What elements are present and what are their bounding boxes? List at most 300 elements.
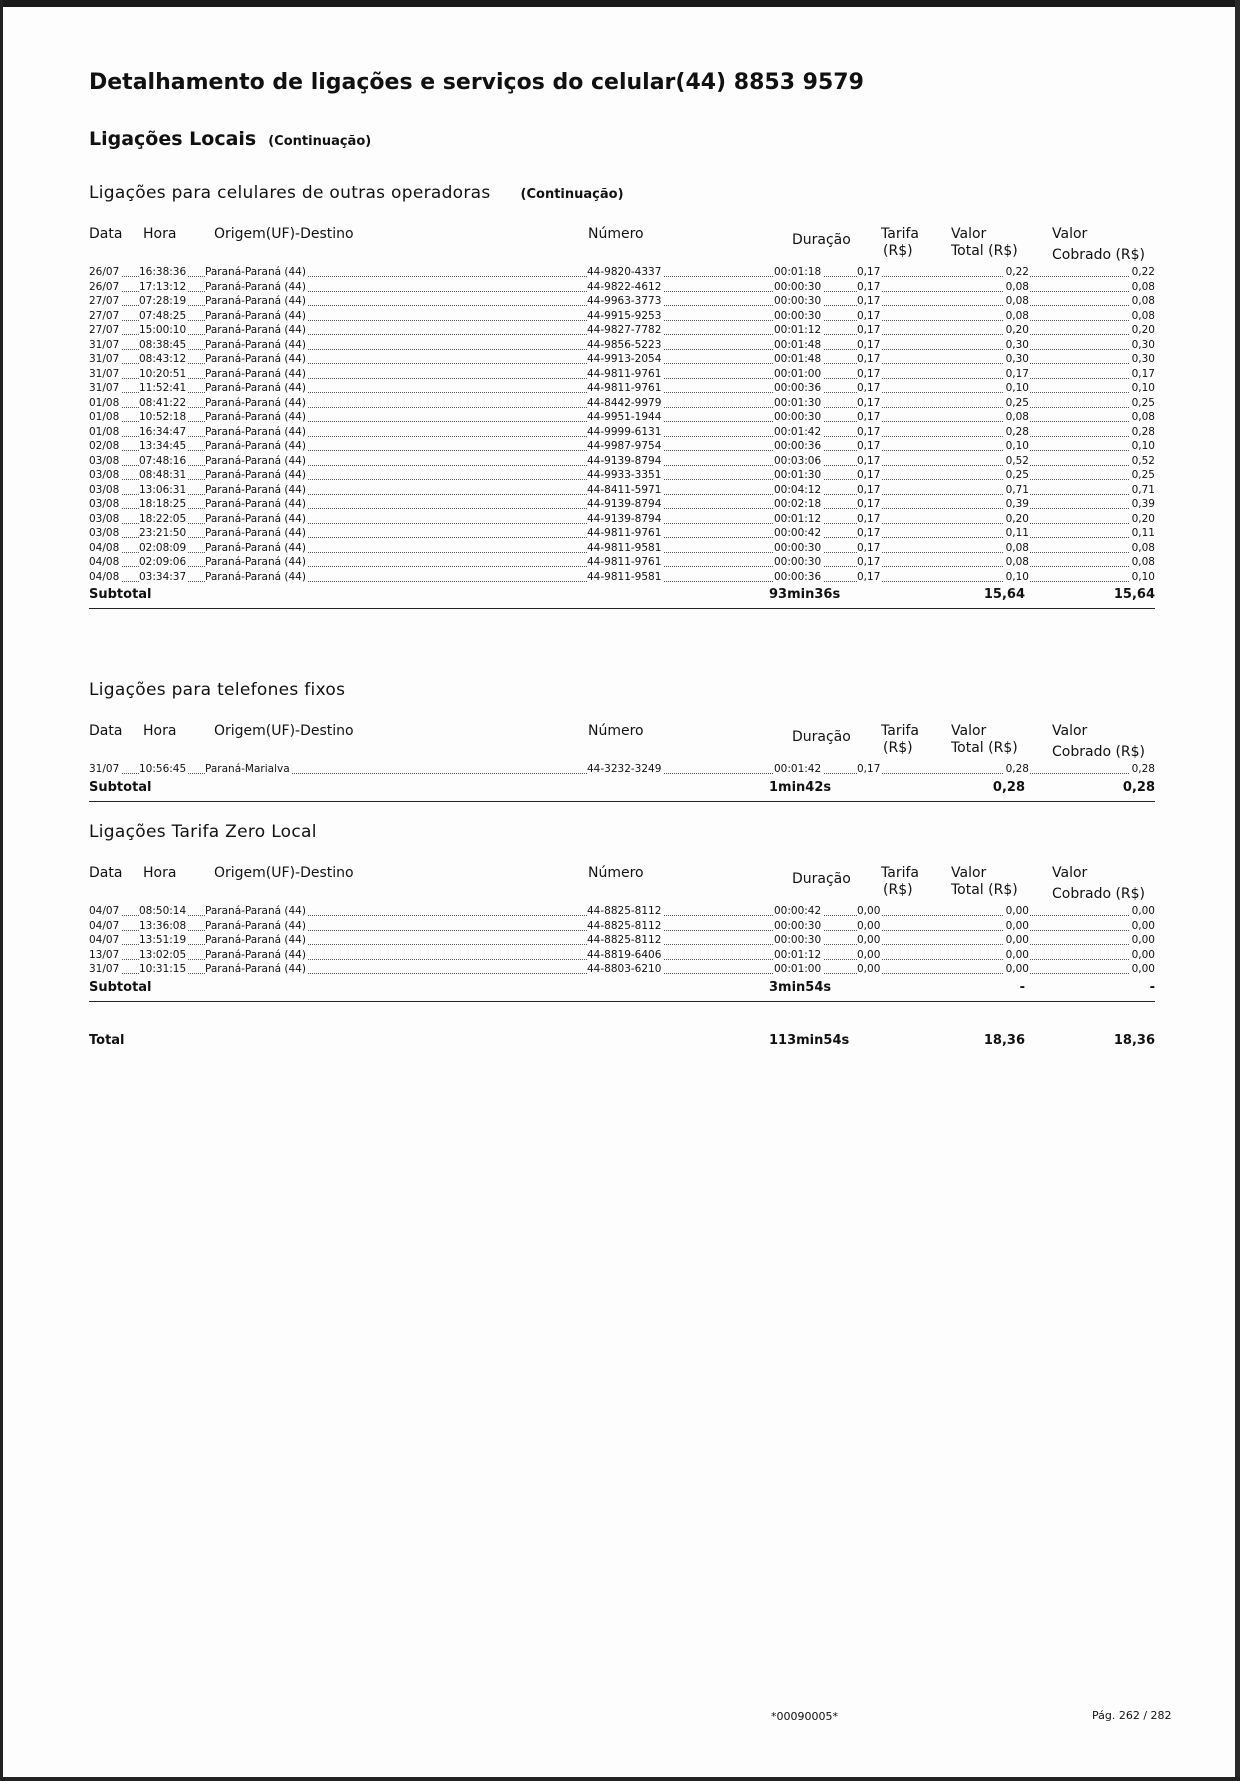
cell-duracao: 00:01:00 (774, 367, 822, 380)
cell-data: 27/07 (89, 309, 120, 322)
cell-valor-total: 0,28 (1005, 763, 1029, 775)
subtotal-duracao: 93min36s (769, 587, 841, 602)
cell-duracao: 00:01:12 (774, 948, 822, 961)
total-valor-cobrado: 18,36 (1113, 1033, 1155, 1048)
cell-duracao: 00:00:36 (774, 382, 822, 394)
cell-duracao: 00:01:30 (774, 396, 822, 409)
table-row (89, 426, 1155, 441)
cell-hora: 13:51:19 (139, 934, 187, 946)
total-row (89, 1033, 1155, 1051)
cell-duracao: 00:00:30 (774, 309, 822, 322)
cell-tarifa: 0,17 (857, 411, 881, 423)
col-hora: Hora (143, 865, 177, 881)
cell-numero: 44-8803-6210 (587, 963, 662, 975)
col-duracao: Duração (792, 729, 851, 745)
cell-hora: 16:38:36 (139, 266, 187, 278)
subtotal-label: Subtotal (89, 979, 152, 995)
col-valor-cobrado: Valor (1052, 226, 1088, 242)
cell-duracao: 00:01:12 (774, 324, 822, 336)
cell-numero: 44-9811-9761 (587, 556, 662, 568)
table-rows (89, 266, 1155, 585)
section-continuation: (Continuação) (268, 134, 372, 149)
cell-valor-total: 0,08 (1005, 411, 1029, 423)
group-title-label: Ligações Tarifa Zero Local (89, 822, 317, 842)
page-title: Detalhamento de ligações e serviços do celular(44) 8853 9579 (89, 70, 864, 95)
cell-tarifa: 0,17 (857, 382, 881, 394)
cell-origem: Paraná-Paraná (44) (205, 309, 306, 322)
cell-data: 31/07 (89, 353, 120, 365)
cell-numero: 44-9933-3351 (587, 469, 662, 481)
cell-data: 03/08 (89, 527, 120, 539)
cell-tarifa: 0,17 (857, 280, 881, 293)
col-tarifa: Tarifa (881, 723, 919, 739)
cell-data: 31/07 (89, 763, 120, 775)
cell-valor-total: 0,39 (1005, 498, 1029, 510)
cell-tarifa: 0,17 (857, 541, 881, 554)
cell-data: 03/08 (89, 454, 120, 467)
cell-valor-total: 0,00 (1005, 919, 1029, 932)
cell-data: 27/07 (89, 324, 120, 336)
cell-numero: 44-9139-8794 (587, 512, 662, 525)
cell-tarifa: 0,17 (857, 556, 881, 568)
table-row (89, 281, 1155, 296)
cell-duracao: 00:01:00 (774, 963, 822, 975)
table-header (89, 865, 1155, 905)
cell-tarifa: 0,17 (857, 295, 881, 307)
cell-valor-total: 0,17 (1005, 367, 1029, 380)
col-numero: Número (588, 226, 644, 242)
document-code: *00090005* (771, 1710, 838, 1723)
cell-valor-cobrado: 0,52 (1131, 454, 1155, 467)
cell-numero: 44-9811-9581 (587, 570, 662, 583)
cell-duracao: 00:00:30 (774, 295, 822, 307)
subtotal-row (89, 780, 1155, 798)
cell-origem: Paraná-Paraná (44) (205, 469, 306, 481)
cell-numero: 44-9913-2054 (587, 353, 662, 365)
table-header (89, 226, 1155, 266)
cell-origem: Paraná-Paraná (44) (205, 963, 306, 975)
cell-duracao: 00:04:12 (774, 483, 822, 496)
cell-numero: 44-9856-5223 (587, 338, 662, 351)
table-row (89, 484, 1155, 499)
table-row (89, 513, 1155, 528)
cell-numero: 44-9811-9581 (587, 541, 662, 554)
cell-valor-cobrado: 0,22 (1131, 266, 1155, 278)
col-origem: Origem(UF)-Destino (214, 865, 354, 881)
cell-valor-cobrado: 0,25 (1131, 469, 1155, 481)
cell-valor-total: 0,00 (1005, 905, 1029, 917)
table-row (89, 382, 1155, 397)
col-data: Data (89, 723, 123, 739)
col-valor-cobrado: Valor (1052, 865, 1088, 881)
cell-origem: Paraná-Marialva (205, 763, 290, 775)
section-divider (89, 1001, 1155, 1002)
cell-valor-total: 0,71 (1005, 483, 1029, 496)
cell-numero: 44-9139-8794 (587, 498, 662, 510)
cell-numero: 44-9987-9754 (587, 440, 662, 452)
scan-border-top (0, 0, 1240, 7)
cell-hora: 10:20:51 (139, 367, 187, 380)
cell-data: 31/07 (89, 367, 120, 380)
cell-origem: Paraná-Paraná (44) (205, 527, 306, 539)
cell-hora: 07:48:16 (139, 454, 187, 467)
cell-origem: Paraná-Paraná (44) (205, 570, 306, 583)
cell-valor-total: 0,30 (1005, 338, 1029, 351)
cell-hora: 10:56:45 (139, 763, 187, 775)
table-row (89, 556, 1155, 571)
group-title-label: Ligações para telefones fixos (89, 680, 346, 700)
cell-origem: Paraná-Paraná (44) (205, 411, 306, 423)
cell-tarifa: 0,00 (857, 919, 881, 932)
cell-duracao: 00:01:18 (774, 266, 822, 278)
cell-hora: 07:28:19 (139, 295, 187, 307)
cell-duracao: 00:01:48 (774, 338, 822, 351)
cell-valor-cobrado: 0,10 (1131, 382, 1155, 394)
cell-data: 26/07 (89, 266, 120, 278)
cell-data: 31/07 (89, 338, 120, 351)
cell-tarifa: 0,17 (857, 367, 881, 380)
col-valor-cobrado-unit: Cobrado (R$) (1052, 247, 1146, 263)
cell-origem: Paraná-Paraná (44) (205, 905, 306, 917)
cell-hora: 02:09:06 (139, 556, 187, 568)
cell-valor-cobrado: 0,30 (1131, 353, 1155, 365)
group-title-label: Ligações para celulares de outras operadoras (89, 183, 491, 203)
cell-data: 13/07 (89, 948, 120, 961)
col-valor-total: Valor (951, 865, 987, 881)
table-rows (89, 763, 1155, 778)
cell-origem: Paraná-Paraná (44) (205, 353, 306, 365)
cell-valor-cobrado: 0,28 (1131, 425, 1155, 438)
table-row (89, 571, 1155, 586)
cell-duracao: 00:01:42 (774, 763, 822, 775)
cell-valor-total: 0,00 (1005, 963, 1029, 975)
cell-valor-cobrado: 0,08 (1131, 541, 1155, 554)
cell-valor-cobrado: 0,00 (1131, 934, 1155, 946)
cell-valor-total: 0,25 (1005, 469, 1029, 481)
cell-numero: 44-8825-8112 (587, 919, 662, 932)
table-row (89, 949, 1155, 964)
cell-duracao: 00:00:36 (774, 440, 822, 452)
cell-numero: 44-9820-4337 (587, 266, 662, 278)
section-label: Ligações Locais (89, 128, 257, 150)
cell-tarifa: 0,17 (857, 570, 881, 583)
subtotal-valor-total: - (1019, 979, 1025, 995)
cell-valor-cobrado: 0,28 (1131, 763, 1155, 775)
cell-valor-cobrado: 0,10 (1131, 440, 1155, 452)
cell-origem: Paraná-Paraná (44) (205, 454, 306, 467)
cell-hora: 08:41:22 (139, 396, 187, 409)
cell-tarifa: 0,00 (857, 963, 881, 975)
cell-valor-cobrado: 0,00 (1131, 905, 1155, 917)
page-number: Pág. 262 / 282 (1092, 1709, 1172, 1722)
cell-origem: Paraná-Paraná (44) (205, 541, 306, 554)
subtotal-valor-total: 15,64 (983, 587, 1025, 602)
col-numero: Número (588, 865, 644, 881)
cell-numero: 44-8442-9979 (587, 396, 662, 409)
cell-valor-cobrado: 0,30 (1131, 338, 1155, 351)
cell-data: 03/08 (89, 512, 120, 525)
cell-valor-cobrado: 0,00 (1131, 963, 1155, 975)
cell-valor-total: 0,00 (1005, 934, 1029, 946)
col-valor-total: Valor (951, 226, 987, 242)
cell-tarifa: 0,17 (857, 763, 881, 775)
table-row (89, 455, 1155, 470)
cell-data: 04/08 (89, 570, 120, 583)
table-row (89, 397, 1155, 412)
table-row (89, 440, 1155, 455)
section-divider (89, 608, 1155, 609)
cell-hora: 10:31:15 (139, 963, 187, 975)
col-tarifa: Tarifa (881, 865, 919, 881)
cell-data: 01/08 (89, 411, 120, 423)
cell-valor-cobrado: 0,71 (1131, 483, 1155, 496)
group-title (89, 822, 317, 842)
cell-valor-total: 0,08 (1005, 280, 1029, 293)
table-row (89, 542, 1155, 557)
col-numero: Número (588, 723, 644, 739)
cell-valor-cobrado: 0,17 (1131, 367, 1155, 380)
cell-origem: Paraná-Paraná (44) (205, 295, 306, 307)
cell-duracao: 00:00:30 (774, 541, 822, 554)
cell-duracao: 00:02:18 (774, 498, 822, 510)
cell-valor-cobrado: 0,00 (1131, 948, 1155, 961)
cell-numero: 44-9915-9253 (587, 309, 662, 322)
cell-origem: Paraná-Paraná (44) (205, 266, 306, 278)
subtotal-label: Subtotal (89, 779, 152, 795)
col-duracao: Duração (792, 871, 851, 887)
table-row (89, 527, 1155, 542)
table-row (89, 934, 1155, 949)
cell-numero: 44-3232-3249 (587, 763, 662, 775)
col-duracao: Duração (792, 232, 851, 248)
subtotal-valor-cobrado: 15,64 (1113, 587, 1155, 602)
cell-tarifa: 0,17 (857, 527, 881, 539)
cell-tarifa: 0,17 (857, 338, 881, 351)
cell-numero: 44-9822-4612 (587, 280, 662, 293)
col-tarifa: Tarifa (881, 226, 919, 242)
cell-numero: 44-8825-8112 (587, 934, 662, 946)
cell-origem: Paraná-Paraná (44) (205, 425, 306, 438)
cell-numero: 44-9811-9761 (587, 382, 662, 394)
cell-hora: 18:18:25 (139, 498, 187, 510)
table-row (89, 310, 1155, 325)
col-origem: Origem(UF)-Destino (214, 723, 354, 739)
cell-data: 04/08 (89, 541, 120, 554)
cell-origem: Paraná-Paraná (44) (205, 512, 306, 525)
cell-hora: 13:06:31 (139, 483, 187, 496)
cell-duracao: 00:01:30 (774, 469, 822, 481)
cell-data: 01/08 (89, 396, 120, 409)
cell-hora: 08:48:31 (139, 469, 187, 481)
table-row (89, 411, 1155, 426)
cell-tarifa: 0,17 (857, 396, 881, 409)
cell-data: 03/08 (89, 483, 120, 496)
table-row (89, 469, 1155, 484)
cell-hora: 08:38:45 (139, 338, 187, 351)
cell-origem: Paraná-Paraná (44) (205, 382, 306, 394)
cell-valor-total: 0,20 (1005, 324, 1029, 336)
cell-numero: 44-9811-9761 (587, 527, 662, 539)
cell-valor-cobrado: 0,39 (1131, 498, 1155, 510)
cell-valor-cobrado: 0,08 (1131, 556, 1155, 568)
subtotal-duracao: 1min42s (769, 779, 832, 795)
scan-border-bottom (0, 1777, 1240, 1781)
cell-valor-cobrado: 0,08 (1131, 309, 1155, 322)
col-valor-total: Valor (951, 723, 987, 739)
cell-tarifa: 0,17 (857, 454, 881, 467)
cell-hora: 13:34:45 (139, 440, 187, 452)
cell-valor-cobrado: 0,20 (1131, 512, 1155, 525)
cell-duracao: 00:03:06 (774, 454, 822, 467)
cell-duracao: 00:00:36 (774, 570, 822, 583)
cell-data: 04/07 (89, 934, 120, 946)
cell-duracao: 00:00:30 (774, 934, 822, 946)
col-valor-total-unit: Total (R$) (951, 243, 1018, 259)
cell-origem: Paraná-Paraná (44) (205, 919, 306, 932)
col-tarifa-unit: (R$) (883, 740, 913, 756)
cell-tarifa: 0,17 (857, 498, 881, 510)
cell-duracao: 00:01:48 (774, 353, 822, 365)
table-row (89, 324, 1155, 339)
table-row (89, 266, 1155, 281)
cell-data: 03/08 (89, 469, 120, 481)
cell-numero: 44-9827-7782 (587, 324, 662, 336)
table-row (89, 353, 1155, 368)
table-row (89, 339, 1155, 354)
cell-hora: 17:13:12 (139, 280, 187, 293)
table-row (89, 920, 1155, 935)
cell-valor-total: 0,10 (1005, 440, 1029, 452)
cell-valor-total: 0,28 (1005, 425, 1029, 438)
total-label: Total (89, 1033, 125, 1048)
table-row (89, 498, 1155, 513)
cell-valor-cobrado: 0,11 (1131, 527, 1155, 539)
cell-valor-total: 0,08 (1005, 295, 1029, 307)
cell-origem: Paraná-Paraná (44) (205, 498, 306, 510)
cell-duracao: 00:00:42 (774, 527, 822, 539)
cell-valor-total: 0,11 (1005, 527, 1029, 539)
cell-valor-cobrado: 0,00 (1131, 919, 1155, 932)
cell-tarifa: 0,17 (857, 483, 881, 496)
cell-data: 04/07 (89, 905, 120, 917)
cell-valor-cobrado: 0,25 (1131, 396, 1155, 409)
subtotal-valor-cobrado: 0,28 (1122, 779, 1155, 795)
cell-valor-total: 0,22 (1005, 266, 1029, 278)
cell-duracao: 00:00:30 (774, 556, 822, 568)
table-row (89, 763, 1155, 778)
table-row (89, 963, 1155, 978)
col-origem: Origem(UF)-Destino (214, 226, 354, 242)
cell-valor-total: 0,08 (1005, 556, 1029, 568)
cell-origem: Paraná-Paraná (44) (205, 440, 306, 452)
col-valor-cobrado-unit: Cobrado (R$) (1052, 744, 1146, 760)
cell-duracao: 00:00:30 (774, 280, 822, 293)
total-valor-total: 18,36 (983, 1033, 1025, 1048)
total-duracao: 113min54s (769, 1033, 850, 1048)
table-rows (89, 905, 1155, 978)
cell-tarifa: 0,00 (857, 905, 881, 917)
cell-hora: 18:22:05 (139, 512, 187, 525)
col-valor-total-unit: Total (R$) (951, 882, 1018, 898)
cell-origem: Paraná-Paraná (44) (205, 367, 306, 380)
cell-tarifa: 0,17 (857, 440, 881, 452)
cell-origem: Paraná-Paraná (44) (205, 324, 306, 336)
cell-origem: Paraná-Paraná (44) (205, 556, 306, 568)
subtotal-valor-total: 0,28 (992, 779, 1025, 795)
cell-tarifa: 0,17 (857, 309, 881, 322)
cell-valor-cobrado: 0,20 (1131, 324, 1155, 336)
subtotal-row (89, 980, 1155, 998)
cell-data: 31/07 (89, 963, 120, 975)
cell-hora: 08:43:12 (139, 353, 187, 365)
cell-hora: 07:48:25 (139, 309, 187, 322)
subtotal-duracao: 3min54s (769, 979, 832, 995)
cell-tarifa: 0,00 (857, 934, 881, 946)
cell-tarifa: 0,00 (857, 948, 881, 961)
cell-numero: 44-9139-8794 (587, 454, 662, 467)
scan-border-right (1235, 0, 1240, 1781)
cell-valor-total: 0,10 (1005, 382, 1029, 394)
cell-data: 03/08 (89, 498, 120, 510)
table-header (89, 723, 1155, 763)
cell-origem: Paraná-Paraná (44) (205, 483, 306, 496)
cell-tarifa: 0,17 (857, 353, 881, 365)
cell-hora: 08:50:14 (139, 905, 187, 917)
cell-hora: 16:34:47 (139, 425, 187, 438)
cell-valor-cobrado: 0,08 (1131, 411, 1155, 423)
col-hora: Hora (143, 723, 177, 739)
cell-data: 02/08 (89, 440, 120, 452)
cell-numero: 44-9811-9761 (587, 367, 662, 380)
subtotal-label: Subtotal (89, 587, 152, 602)
cell-valor-total: 0,08 (1005, 309, 1029, 322)
cell-valor-total: 0,52 (1005, 454, 1029, 467)
cell-hora: 13:36:08 (139, 919, 187, 932)
cell-numero: 44-8825-8112 (587, 905, 662, 917)
section-divider (89, 801, 1155, 802)
cell-numero: 44-9963-3773 (587, 295, 662, 307)
section-title (89, 128, 371, 150)
group-title-continuation: (Continuação) (520, 187, 624, 202)
col-data: Data (89, 865, 123, 881)
cell-numero: 44-9999-6131 (587, 425, 662, 438)
table-row (89, 295, 1155, 310)
cell-origem: Paraná-Paraná (44) (205, 280, 306, 293)
col-tarifa-unit: (R$) (883, 243, 913, 259)
cell-hora: 03:34:37 (139, 570, 187, 583)
cell-numero: 44-8819-6406 (587, 948, 662, 961)
cell-origem: Paraná-Paraná (44) (205, 396, 306, 409)
cell-origem: Paraná-Paraná (44) (205, 338, 306, 351)
col-valor-cobrado: Valor (1052, 723, 1088, 739)
cell-tarifa: 0,17 (857, 425, 881, 438)
cell-hora: 02:08:09 (139, 541, 187, 554)
table-row (89, 905, 1155, 920)
cell-data: 27/07 (89, 295, 120, 307)
subtotal-row (89, 587, 1155, 605)
cell-data: 04/08 (89, 556, 120, 568)
cell-data: 26/07 (89, 280, 120, 293)
cell-hora: 15:00:10 (139, 324, 187, 336)
cell-valor-total: 0,08 (1005, 541, 1029, 554)
cell-valor-total: 0,10 (1005, 570, 1029, 583)
subtotal-valor-cobrado: - (1149, 979, 1155, 995)
cell-data: 31/07 (89, 382, 120, 394)
cell-duracao: 00:01:42 (774, 425, 822, 438)
cell-duracao: 00:00:42 (774, 905, 822, 917)
cell-origem: Paraná-Paraná (44) (205, 948, 306, 961)
cell-origem: Paraná-Paraná (44) (205, 934, 306, 946)
